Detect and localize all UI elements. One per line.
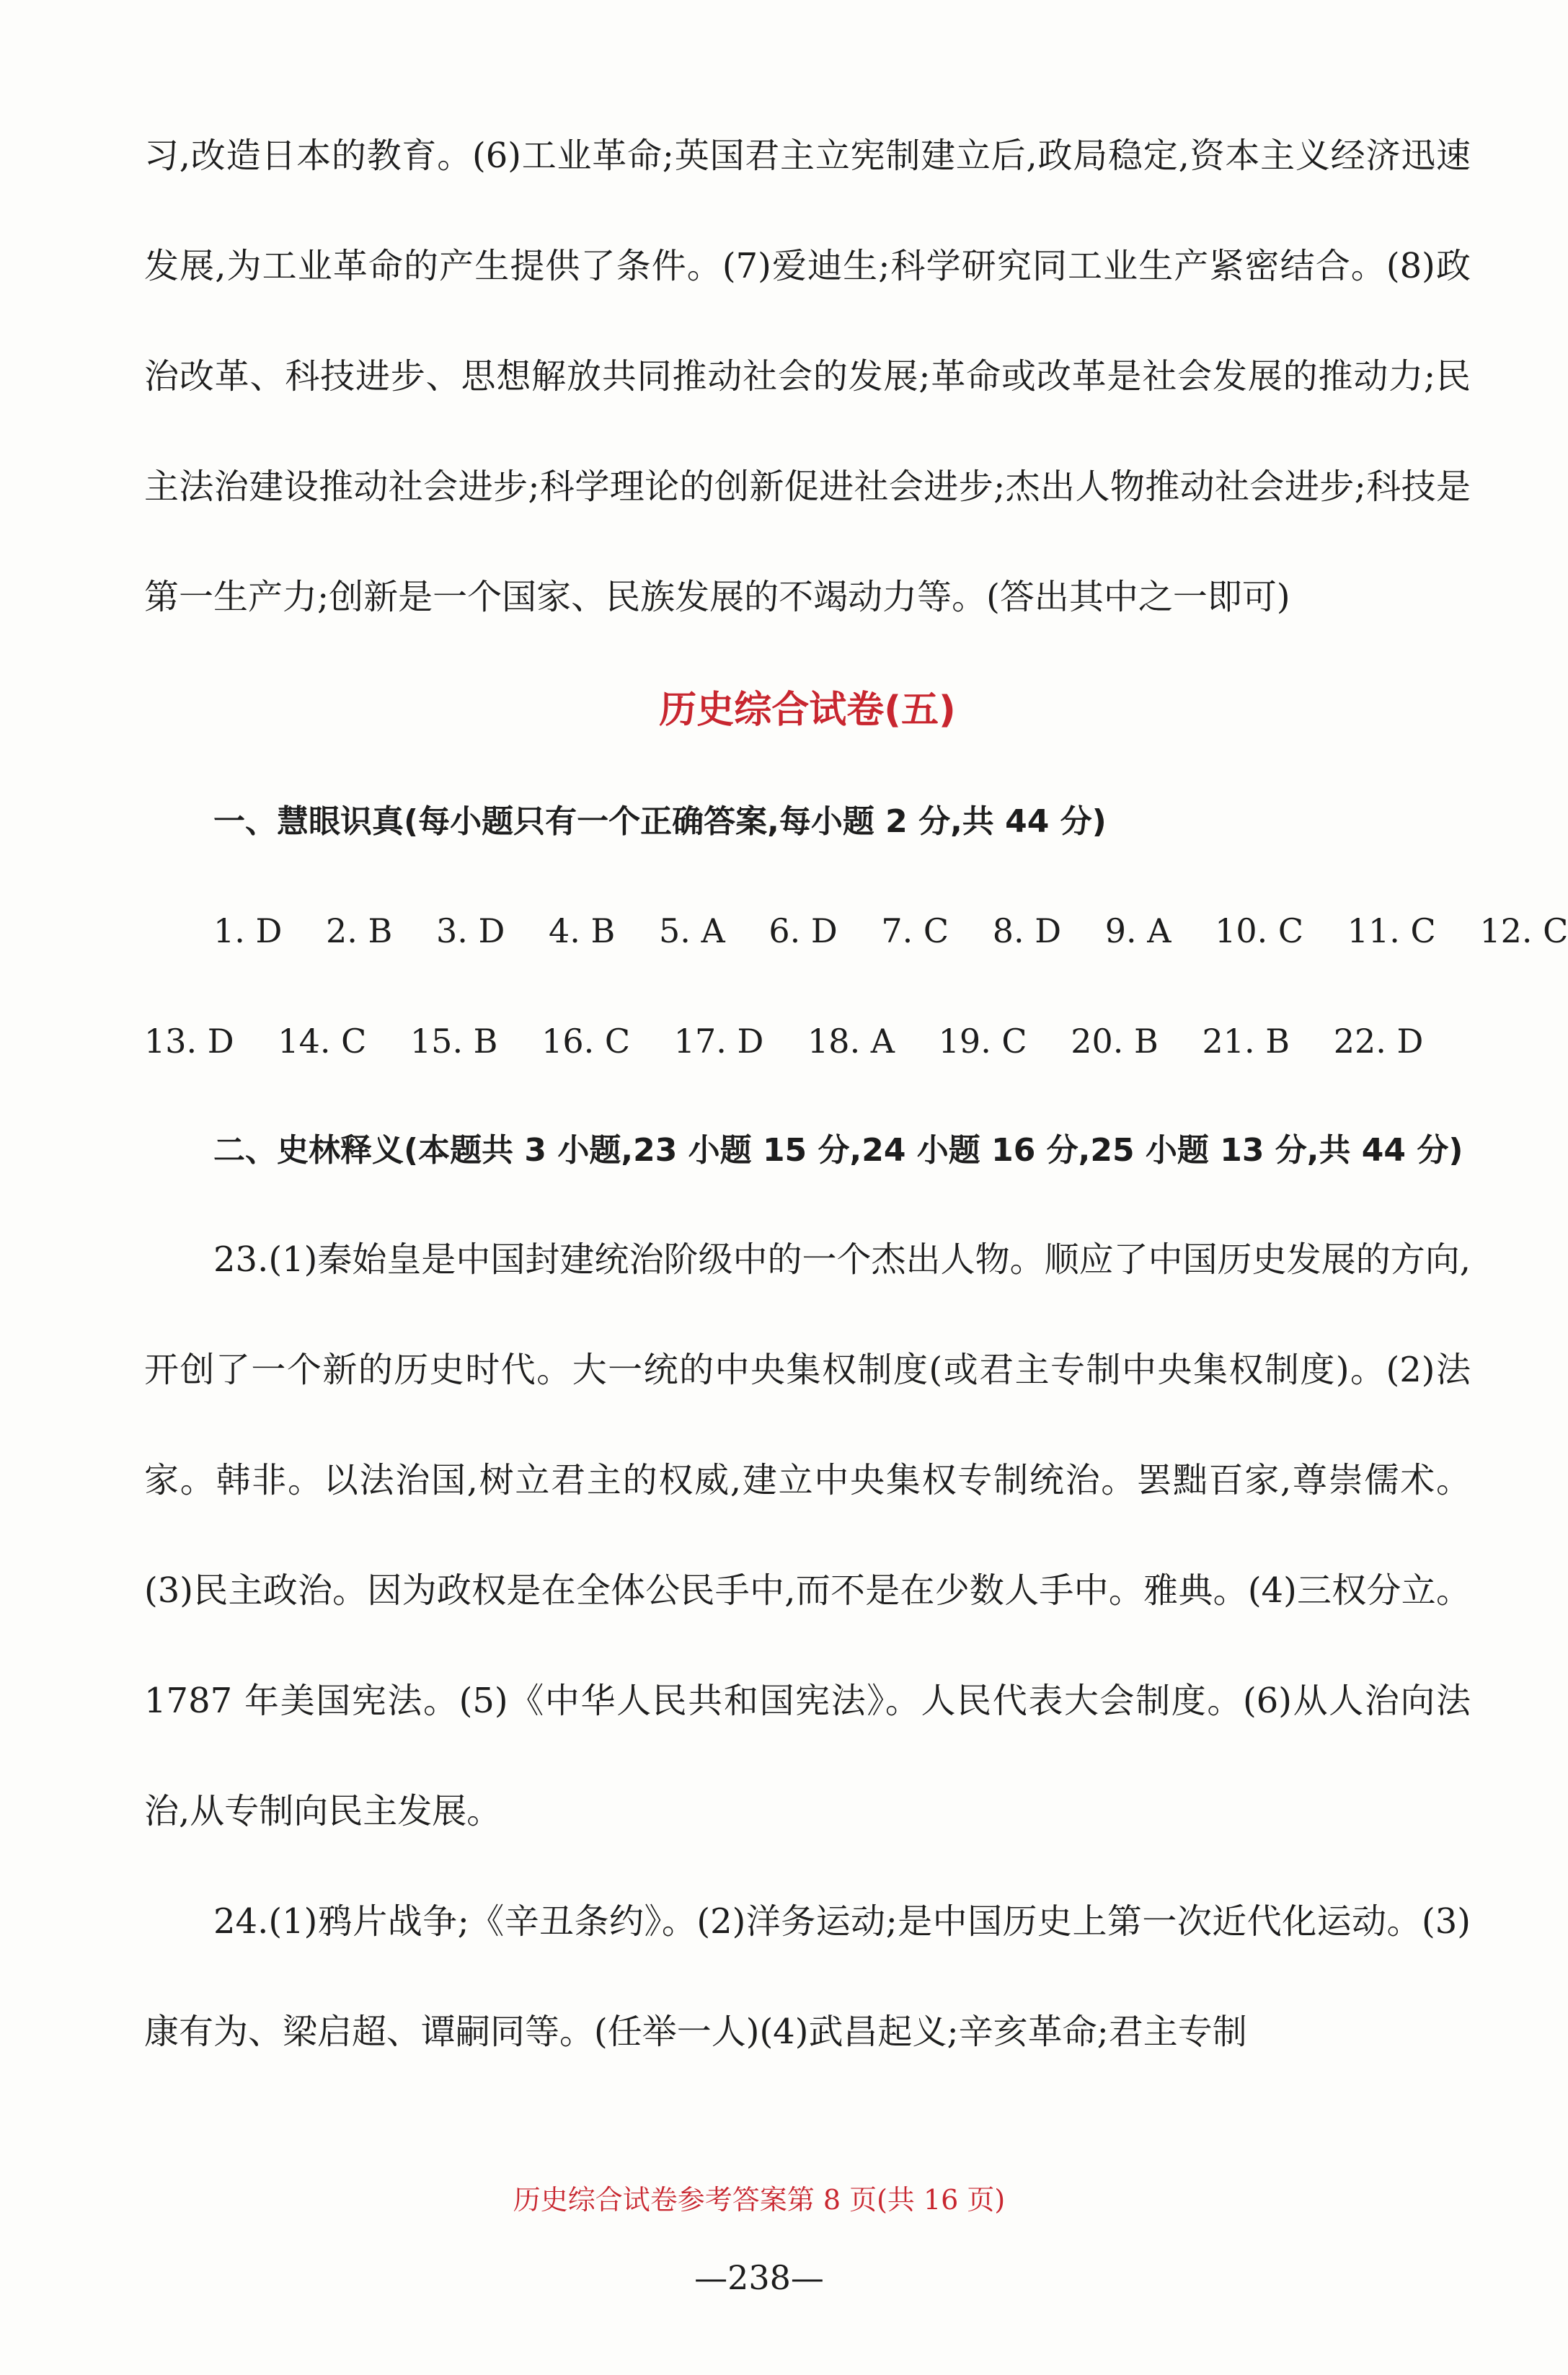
answer-item: 2. B (326, 911, 393, 950)
question-23-answer: 23.(1)秦始皇是中国封建统治阶级中的一个杰出人物。顺应了中国历史发展的方向,开创了一个新的历史时代。大一统的中央集权制度(或君主专制中央集权制度)。(2)法家。韩非。以法治国,树立君主的权威,建立中央集权专制统治。罢黜百家,尊崇儒术。(3)民主政治。因为政权是在全体公民手中,而不是在少数人手中。雅典。(4)三权分立。1787 年美国宪法。(5)《中华人民共和国宪法》。人民代表大会制度。(6)从人治向法治,从专制向民主发展。 (144, 1239, 1471, 1831)
answer-item: 6. D (769, 911, 838, 950)
answer-row-2 (144, 986, 1471, 1097)
answer-item: 4. B (549, 911, 616, 950)
answer-item: 13. D (144, 1022, 234, 1061)
answer-item: 18. A (807, 1022, 895, 1061)
answer-item: 5. A (658, 911, 725, 950)
page-content (144, 101, 1568, 2087)
answer-item: 15. B (409, 1022, 498, 1061)
answer-item: 16. C (541, 1022, 631, 1061)
answer-item: 3. D (435, 911, 505, 950)
answer-item: 10. C (1215, 911, 1304, 950)
running-footer: 历史综合试卷参考答案第 8 页(共 16 页) (513, 2184, 1006, 2216)
page-number: —238— (694, 2258, 824, 2297)
section-one-heading: 一、慧眼识真(每小题只有一个正确答案,每小题 2 分,共 44 分) (213, 803, 1107, 840)
section-two-heading: 二、史林释义(本题共 3 小题,23 小题 15 分,24 小题 16 分,25 小题 13 分,共 44 分) (213, 1132, 1463, 1169)
answer-item: 14. C (278, 1022, 367, 1061)
answer-item: 17. D (673, 1022, 764, 1061)
answer-item: 1. D (213, 911, 283, 950)
answer-item: 12. C (1479, 911, 1568, 950)
question-24-answer: 24.(1)鸦片战争;《辛丑条约》。(2)洋务运动;是中国历史上第一次近代化运动。(3)康有为、梁启超、谭嗣同等。(任举一人)(4)武昌起义;辛亥革命;君主专制 (144, 1901, 1471, 2052)
answer-item: 11. C (1347, 911, 1436, 950)
answer-item: 9. A (1104, 911, 1171, 950)
answer-item: 20. B (1071, 1022, 1159, 1061)
exam-title: 历史综合试卷(五) (659, 689, 956, 732)
answer-item: 7. C (881, 911, 949, 950)
answer-row-1 (144, 876, 1568, 986)
answer-item: 22. D (1333, 1022, 1424, 1061)
answer-item: 19. C (938, 1022, 1027, 1061)
answer-item: 21. B (1202, 1022, 1290, 1061)
continuation-paragraph: 习,改造日本的教育。(6)工业革命;英国君主立宪制建立后,政局稳定,资本主义经济迅速发展,为工业革命的产生提供了条件。(7)爱迪生;科学研究同工业生产紧密结合。(8)政治改革、科技进步、思想解放共同推动社会的发展;革命或改革是社会发展的推动力;民主法治建设推动社会进步;科学理论的创新促进社会进步;杰出人物推动社会进步;科技是第一生产力;创新是一个国家、民族发展的不竭动力等。(答出其中之一即可) (144, 136, 1471, 617)
answer-item: 8. D (992, 911, 1062, 950)
